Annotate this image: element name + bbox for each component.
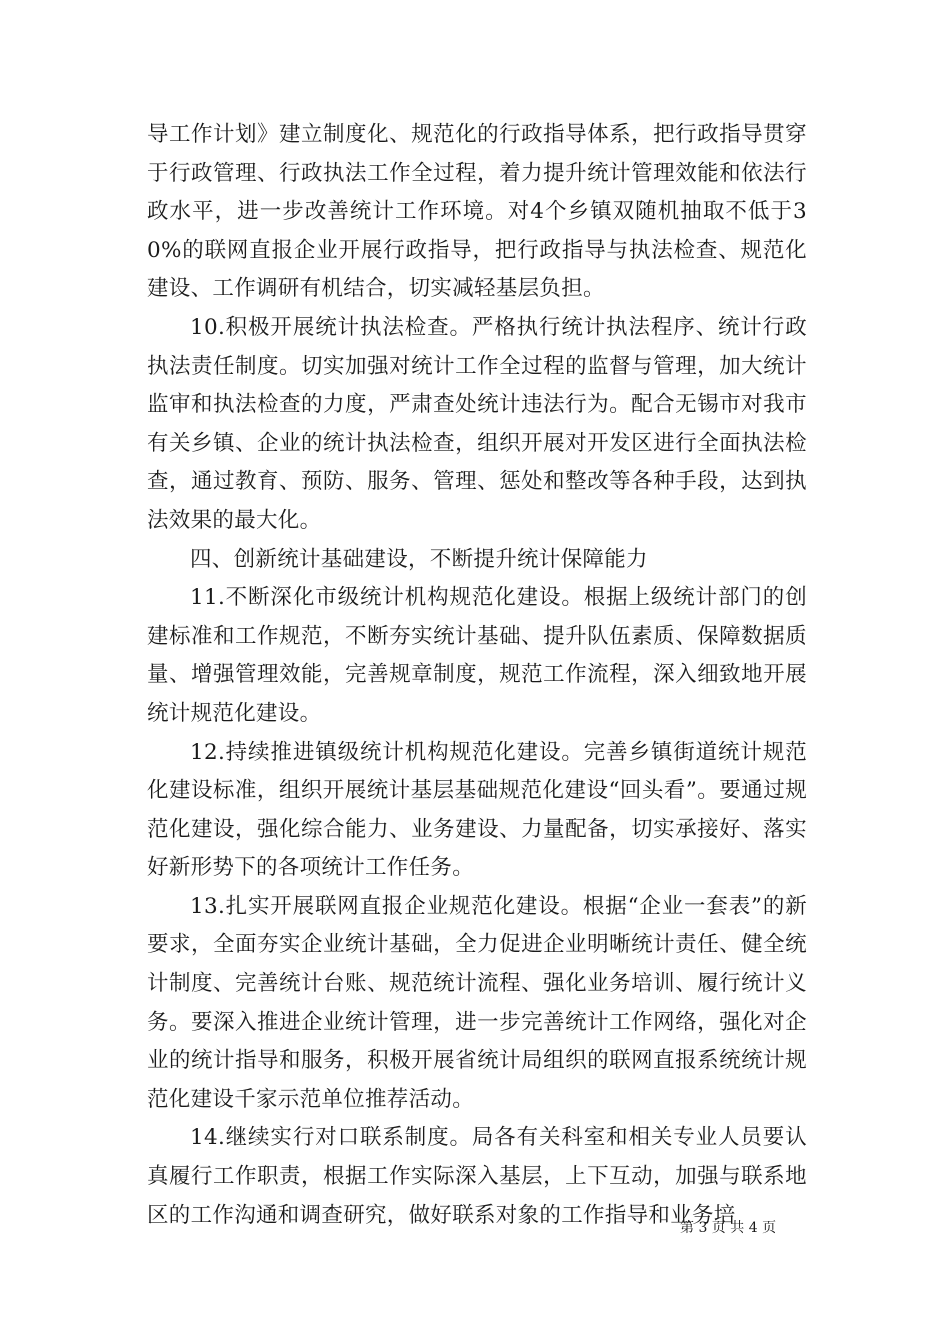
paragraph-5: 13.扎实开展联网直报企业规范化建设。根据“企业一套表”的新要求，全面夯实企业统计基础，全力促进企业明晰统计责任、健全统计制度、完善统计台账、规范统计流程、强化业务培训、履行统计义务。要深入推进企业统计管理，进一步完善统计工作网络，强化对企业的统计指导和服务，积极开展省统计局组织的联网直报系统统计规范化建设千家示范单位推荐活动。	[147, 893, 807, 1112]
paragraph-3: 11.不断深化市级统计机构规范化建设。根据上级统计部门的创建标准和工作规范，不断夯实统计基础、提升队伍素质、保障数据质量、增强管理效能，完善规章制度，规范工作流程，深入细致地开展统计规范化建设。	[147, 585, 807, 726]
section-heading: 四、创新统计基础建设，不断提升统计保障能力	[190, 546, 648, 572]
paragraph-4: 12.持续推进镇级统计机构规范化建设。完善乡镇街道统计规范化建设标准，组织开展统计基层基础规范化建设“回头看”。要通过规范化建设，强化综合能力、业务建设、力量配备，切实承接好、落实好新形势下的各项统计工作任务。	[147, 739, 807, 881]
page-number-footer: 第 3 页 共 4 页	[680, 1220, 777, 1236]
paragraph-6: 14.继续实行对口联系制度。局各有关科室和相关专业人员要认真履行工作职责，根据工作实际深入基层，上下互动，加强与联系地区的工作沟通和调查研究，做好联系对象的工作指导和业务培	[147, 1125, 807, 1228]
document-body	[147, 116, 807, 1235]
paragraph-2: 10.积极开展统计执法检查。严格执行统计执法程序、统计行政执法责任制度。切实加强对统计工作全过程的监督与管理，加大统计监审和执法检查的力度，严肃查处统计违法行为。配合无锡市对我市有关乡镇、企业的统计执法检查，组织开展对开发区进行全面执法检查，通过教育、预防、服务、管理、惩处和整改等各种手段，达到执法效果的最大化。	[147, 314, 807, 533]
paragraph-1: 导工作计划》建立制度化、规范化的行政指导体系，把行政指导贯穿于行政管理、行政执法工作全过程，着力提升统计管理效能和依法行政水平，进一步改善统计工作环境。对4个乡镇双随机抽取不低于30%的联网直报企业开展行政指导，把行政指导与执法检查、规范化建设、工作调研有机结合，切实减轻基层负担。	[147, 122, 807, 302]
